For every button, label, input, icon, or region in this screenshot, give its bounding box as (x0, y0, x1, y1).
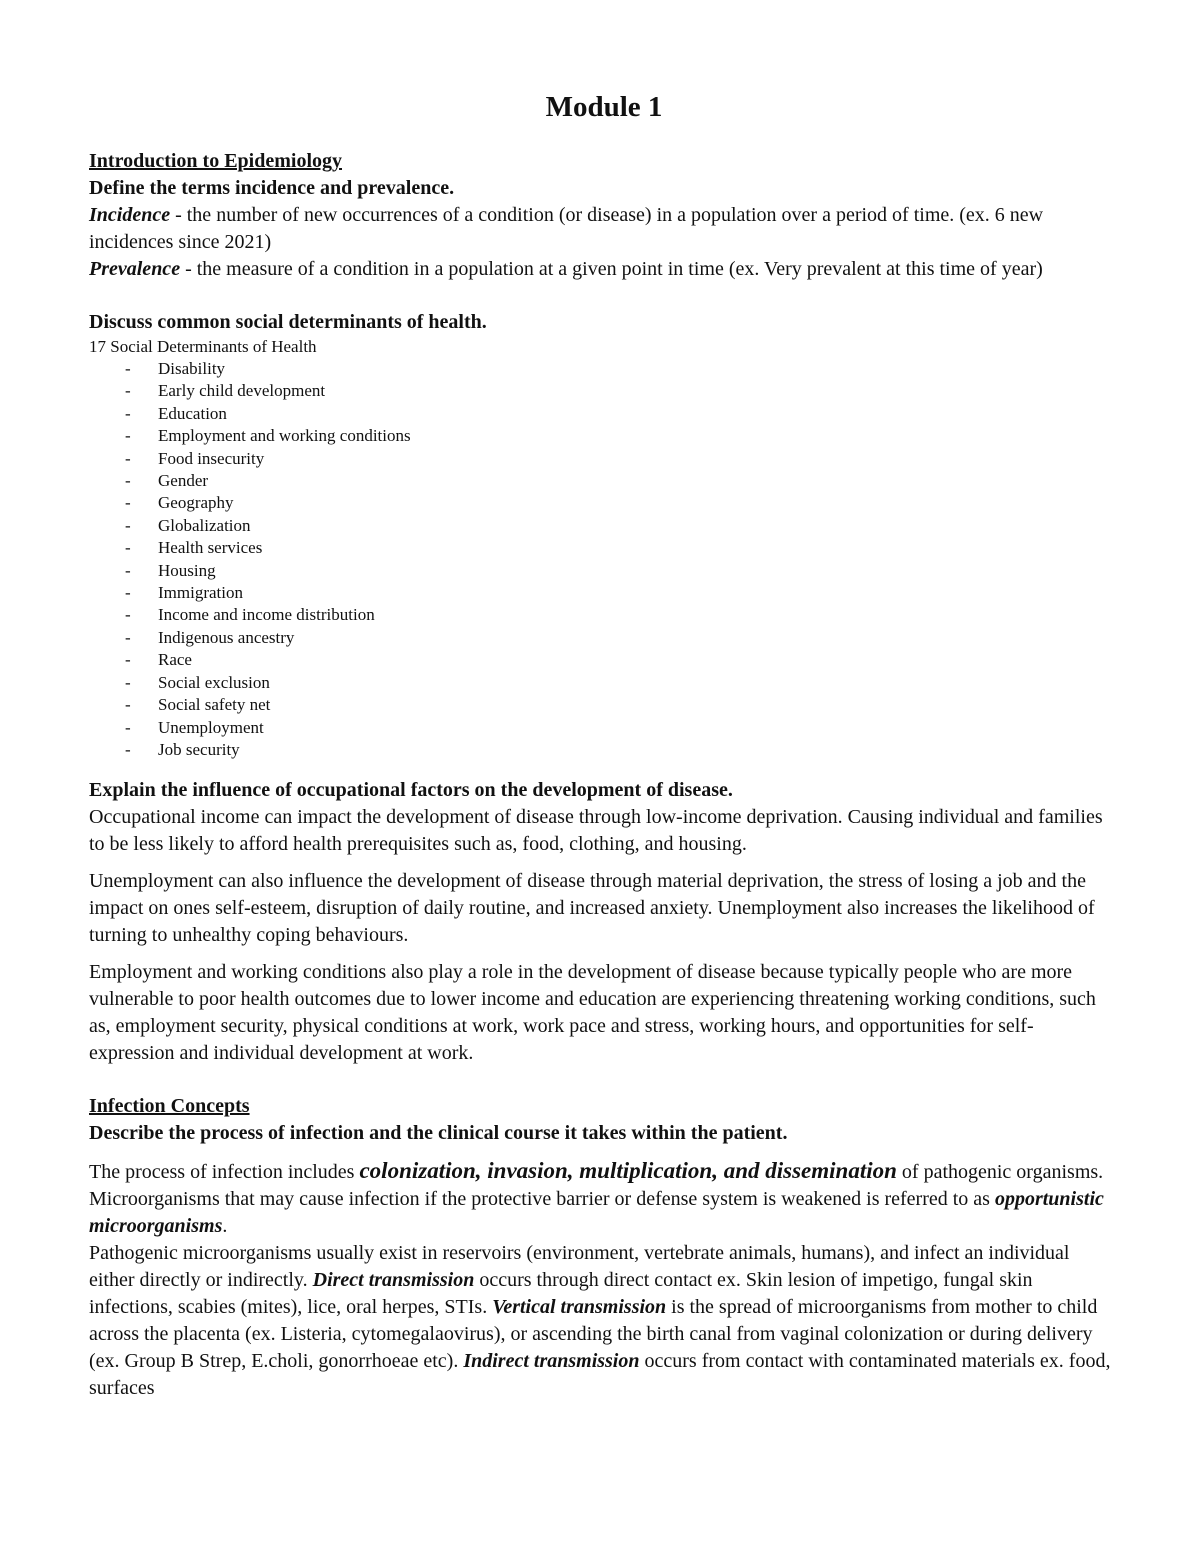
list-dash-icon: - (125, 717, 131, 737)
sdh-list-item (89, 604, 1119, 626)
sdh-list-item (89, 448, 1119, 470)
list-dash-icon: - (125, 515, 131, 535)
question-infection-process: Describe the process of infection and the clinical course it takes within the patient. (89, 1122, 788, 1145)
section-heading-epidemiology: Introduction to Epidemiology (89, 150, 342, 172)
list-dash-icon: - (125, 403, 131, 423)
direct-transmission-term: Direct transmission (312, 1269, 475, 1292)
sdh-item-label: Income and income distribution (158, 605, 375, 625)
infection-p1-text-c: . (222, 1215, 228, 1238)
sdh-list-item (89, 425, 1119, 447)
occupational-paragraph-3: Employment and working conditions also play a role in the development of disease because typically people who are more vulnerable to poor health outcomes due to lower income and education are experiencing threatening working conditions, such as, employment security, physical conditions at work, work pace and stress, working hours, and opportunities for self-expression and individual development at work. (89, 961, 1096, 1065)
sdh-list-item (89, 560, 1119, 582)
list-dash-icon: - (125, 381, 131, 401)
infection-p2-text-d: occurs from contact with contaminated materials ex. food, surfaces (89, 1350, 1111, 1400)
sdh-list-item (89, 649, 1119, 671)
sdh-item-label: Geography (158, 493, 234, 513)
sdh-item-label: Housing (158, 560, 216, 580)
document-page (89, 88, 1119, 1402)
sdh-item-label: Unemployment (158, 717, 264, 737)
list-dash-icon: - (125, 650, 131, 670)
sdh-item-label: Disability (158, 359, 226, 378)
prevalence-term: Prevalence (89, 258, 181, 280)
sdh-list-item (89, 492, 1119, 514)
infection-p1-text-a: The process of infection includes (89, 1161, 360, 1184)
incidence-definition (89, 202, 1119, 256)
list-dash-icon: - (125, 605, 131, 625)
question-occupational-factors: Explain the influence of occupational factors on the development of disease. (89, 779, 733, 802)
sdh-list-item (89, 627, 1119, 649)
sdh-item-label: Race (158, 650, 192, 670)
list-dash-icon: - (125, 538, 131, 558)
sdh-item-label: Social safety net (158, 695, 271, 715)
list-dash-icon: - (125, 695, 131, 715)
sdh-list-item (89, 358, 1119, 380)
sdh-item-label: Education (158, 403, 227, 423)
incidence-text: - the number of new occurrences of a condition (or disease) in a population over a period of time. (ex. 6 new incidences since 2021) (89, 204, 1044, 253)
list-dash-icon: - (125, 627, 131, 647)
sdh-intro: 17 Social Determinants of Health (89, 337, 317, 356)
infection-stages-term: colonization, invasion, multiplication, and dissemination (359, 1158, 897, 1184)
vertical-transmission-term: Vertical transmission (492, 1296, 667, 1319)
list-dash-icon: - (125, 560, 131, 580)
sdh-item-label: Globalization (158, 515, 251, 535)
sdh-item-label: Job security (158, 739, 240, 759)
infection-p2-text-a: Pathogenic microorganisms usually exist in reservoirs (environment, vertebrate animals, humans), and infect an individual either directly or indirectly. (89, 1242, 1070, 1292)
sdh-list-item (89, 672, 1119, 694)
sdh-item-label: Early child development (158, 381, 326, 401)
infection-p2-text-b: occurs through direct contact ex. Skin lesion of impetigo, fungal skin infections, scabies (mites), lice, oral herpes, STIs. (89, 1269, 1033, 1319)
list-dash-icon: - (125, 426, 131, 446)
infection-paragraph-2 (89, 1240, 1119, 1402)
incidence-term: Incidence (89, 204, 171, 226)
section-heading-infection: Infection Concepts (89, 1095, 250, 1118)
sdh-item-label: Social exclusion (158, 672, 270, 692)
sdh-list-item (89, 515, 1119, 537)
sdh-list-item (89, 470, 1119, 492)
prevalence-text: - the measure of a condition in a population at a given point in time (ex. Very prevalent at this time of year) (180, 258, 1043, 280)
list-dash-icon: - (125, 471, 131, 491)
sdh-item-label: Employment and working conditions (158, 426, 411, 446)
infection-p1-text-b: of pathogenic organisms. Microorganisms that may cause infection if the protective barrier or defense system is weakened is referred to as (89, 1161, 1104, 1211)
list-dash-icon: - (125, 448, 131, 468)
occupational-paragraph-1: Occupational income can impact the development of disease through low-income deprivation. Causing individual and families to be less likely to afford health prerequisites such as, food, clothing, and housing. (89, 806, 1103, 856)
sdh-item-label: Gender (158, 471, 209, 491)
infection-p2-text-c: is the spread of microorganisms from mother to child across the placenta (ex. Listeria, cytomegalaovirus), or ascending the birth canal from vaginal colonization or during delivery (ex. Group B Strep, E.choli, gonorrhoeae etc). (89, 1296, 1098, 1373)
sdh-item-label: Food insecurity (158, 448, 265, 468)
sdh-list-item (89, 403, 1119, 425)
list-dash-icon: - (125, 493, 131, 513)
list-dash-icon: - (125, 359, 131, 378)
prevalence-definition (89, 256, 1119, 283)
list-dash-icon: - (125, 672, 131, 692)
sdh-item-label: Health services (158, 538, 263, 558)
infection-paragraph-1 (89, 1157, 1119, 1240)
sdh-item-label: Indigenous ancestry (158, 627, 295, 647)
list-dash-icon: - (125, 739, 131, 759)
list-dash-icon: - (125, 583, 131, 603)
question-social-determinants: Discuss common social determinants of health. (89, 311, 487, 333)
sdh-list-item (89, 694, 1119, 716)
opportunistic-term: opportunistic microorganisms (89, 1188, 1104, 1238)
sdh-list-item (89, 739, 1119, 761)
indirect-transmission-term: Indirect transmission (463, 1350, 640, 1373)
occupational-paragraph-2: Unemployment can also influence the development of disease through material deprivation, the stress of losing a job and the impact on ones self-esteem, disruption of daily routine, and increased anxiety. Unemployment also increases the likelihood of turning to unhealthy coping behaviours. (89, 870, 1095, 947)
question-incidence-prevalence: Define the terms incidence and prevalence. (89, 177, 455, 199)
sdh-list-item (89, 537, 1119, 559)
sdh-list-item (89, 582, 1119, 604)
sdh-item-label: Immigration (158, 583, 243, 603)
page-title: Module 1 (545, 91, 663, 123)
sdh-list (89, 358, 1119, 761)
sdh-list-item (89, 717, 1119, 739)
sdh-list-item (89, 380, 1119, 402)
